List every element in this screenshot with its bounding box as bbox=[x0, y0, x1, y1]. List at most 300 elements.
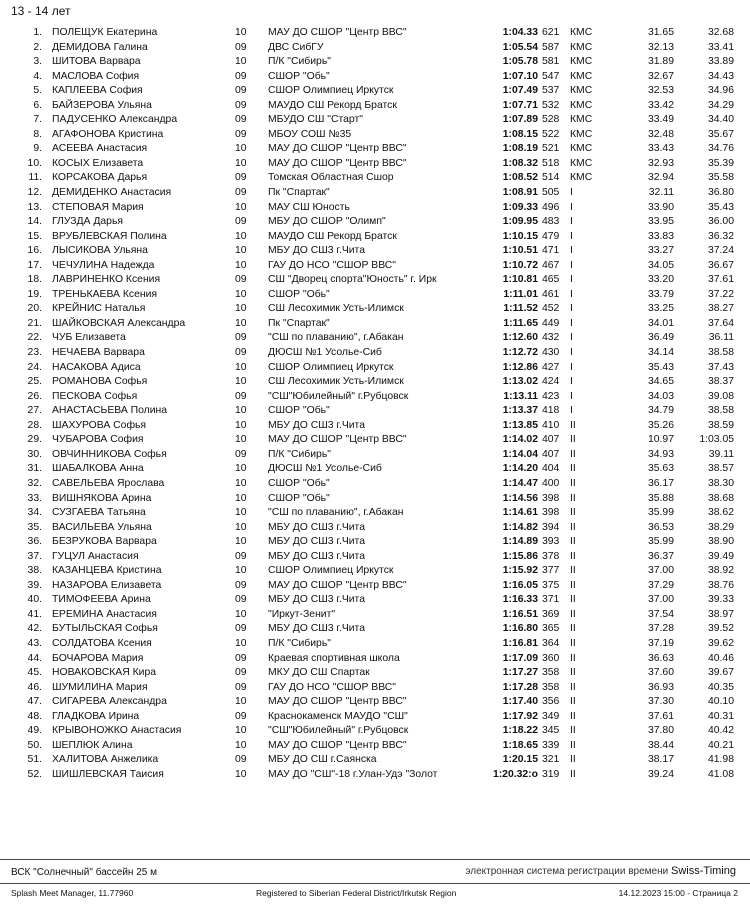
cell-s2: 39.62 bbox=[707, 637, 734, 649]
cell-year: 10 bbox=[235, 536, 247, 548]
cell-year: 09 bbox=[235, 187, 247, 199]
table-row bbox=[0, 215, 750, 230]
table-row bbox=[0, 128, 750, 143]
cell-s1: 33.79 bbox=[647, 288, 674, 300]
cell-name: ДЕМИДЕНКО Анастасия bbox=[52, 187, 172, 199]
cell-s1: 32.94 bbox=[647, 172, 674, 184]
cell-rank: II bbox=[570, 594, 576, 606]
cell-s2: 38.37 bbox=[707, 376, 734, 388]
cell-s1: 39.24 bbox=[647, 768, 674, 780]
cell-name: ЛЫСИКОВА Ульяна bbox=[52, 245, 148, 257]
cell-name: ПАДУСЕНКО Александра bbox=[52, 114, 178, 126]
cell-year: 09 bbox=[235, 274, 247, 286]
cell-place: 11. bbox=[28, 172, 42, 184]
cell-s2: 33.89 bbox=[707, 56, 734, 68]
cell-club: МАУ ДО СШОР "Центр ВВС" bbox=[268, 143, 407, 155]
cell-rank: II bbox=[570, 565, 576, 577]
cell-place: 41. bbox=[27, 608, 42, 620]
cell-s2: 36.80 bbox=[707, 187, 734, 199]
cell-place: 36. bbox=[27, 536, 42, 548]
cell-club: П/К "Сибирь" bbox=[268, 448, 331, 460]
cell-time: 1:16.51 bbox=[502, 608, 538, 620]
cell-time: 1:18.22 bbox=[502, 725, 538, 737]
registered-label: Registered to Siberian Federal District/Irkutsk Region bbox=[256, 888, 457, 898]
cell-s2: 40.10 bbox=[707, 696, 734, 708]
cell-year: 10 bbox=[235, 56, 247, 68]
cell-year: 09 bbox=[235, 332, 247, 344]
table-row bbox=[0, 608, 750, 623]
cell-name: ШИШЛЕВСКАЯ Таисия bbox=[52, 768, 164, 780]
cell-time: 1:13.85 bbox=[502, 419, 538, 431]
timing-prefix: электронная система регистрации времени bbox=[465, 866, 669, 877]
cell-rank: I bbox=[570, 317, 573, 329]
cell-name: ЧУБ Елизавета bbox=[52, 332, 126, 344]
table-row bbox=[0, 695, 750, 710]
cell-name: БУТЫЛЬСКАЯ Софья bbox=[52, 623, 158, 635]
footer-divider bbox=[0, 859, 750, 860]
page-title: 13 - 14 лет bbox=[11, 4, 71, 18]
cell-year: 10 bbox=[235, 521, 247, 533]
cell-place: 21. bbox=[27, 317, 42, 329]
cell-time: 1:15.86 bbox=[502, 550, 538, 562]
cell-time: 1:14.82 bbox=[502, 521, 538, 533]
table-row bbox=[0, 375, 750, 390]
cell-year: 10 bbox=[235, 405, 247, 417]
cell-time: 1:10.51 bbox=[502, 245, 538, 257]
cell-s1: 35.99 bbox=[647, 507, 674, 519]
cell-place: 22. bbox=[27, 332, 42, 344]
cell-s2: 38.97 bbox=[707, 608, 734, 620]
cell-s1: 35.26 bbox=[647, 419, 674, 431]
cell-rank: I bbox=[570, 230, 573, 242]
cell-time: 1:08.32 bbox=[502, 157, 538, 169]
cell-pts: 365 bbox=[542, 623, 560, 635]
table-row bbox=[0, 521, 750, 536]
cell-place: 6. bbox=[33, 99, 42, 111]
cell-s1: 37.00 bbox=[647, 594, 674, 606]
cell-time: 1:17.28 bbox=[502, 681, 538, 693]
cell-time: 1:14.20 bbox=[502, 463, 538, 475]
cell-rank: КМС bbox=[570, 172, 593, 184]
cell-year: 09 bbox=[235, 99, 247, 111]
cell-rank: II bbox=[570, 419, 576, 431]
cell-time: 1:07.71 bbox=[502, 99, 538, 111]
cell-s2: 39.67 bbox=[707, 667, 734, 679]
cell-name: АГАФОНОВА Кристина bbox=[52, 128, 164, 140]
cell-club: МБУ ДО СШОР "Олимп" bbox=[268, 216, 386, 228]
cell-s1: 36.49 bbox=[647, 332, 674, 344]
cell-pts: 371 bbox=[542, 594, 560, 606]
cell-s2: 36.67 bbox=[707, 259, 734, 271]
cell-place: 47. bbox=[27, 696, 42, 708]
cell-name: ЧЕЧУЛИНА Надежда bbox=[52, 259, 155, 271]
cell-s2: 41.98 bbox=[707, 754, 734, 766]
cell-name: НОВАКОВСКАЯ Кира bbox=[52, 667, 156, 679]
cell-time: 1:13.02 bbox=[502, 376, 538, 388]
cell-s2: 39.49 bbox=[707, 550, 734, 562]
cell-time: 1:16.33 bbox=[502, 594, 538, 606]
cell-s2: 38.68 bbox=[707, 492, 734, 504]
cell-pts: 449 bbox=[542, 317, 560, 329]
cell-s2: 40.46 bbox=[707, 652, 734, 664]
cell-time: 1:16.81 bbox=[502, 637, 538, 649]
cell-rank: I bbox=[570, 332, 573, 344]
cell-s1: 34.01 bbox=[647, 317, 674, 329]
cell-club: "СШ по плаванию", г.Абакан bbox=[268, 332, 404, 344]
cell-time: 1:07.89 bbox=[502, 114, 538, 126]
cell-club: СШОР "Обь" bbox=[268, 70, 330, 82]
table-row bbox=[0, 652, 750, 667]
cell-name: АНАСТАСЬЕВА Полина bbox=[52, 405, 168, 417]
cell-pts: 375 bbox=[542, 579, 560, 591]
cell-year: 10 bbox=[235, 477, 247, 489]
table-row bbox=[0, 259, 750, 274]
cell-pts: 358 bbox=[542, 667, 560, 679]
cell-s1: 34.79 bbox=[647, 405, 674, 417]
cell-time: 1:10.81 bbox=[502, 274, 538, 286]
cell-club: "СШ"Юбилейный" г.Рубцовск bbox=[268, 725, 409, 737]
cell-name: ШЕПЛЮК Алина bbox=[52, 739, 133, 751]
cell-time: 1:17.40 bbox=[502, 696, 538, 708]
cell-s2: 39.11 bbox=[708, 448, 734, 460]
cell-s1: 33.95 bbox=[647, 216, 674, 228]
cell-s1: 32.93 bbox=[647, 157, 674, 169]
cell-name: МАСЛОВА София bbox=[52, 70, 140, 82]
cell-year: 09 bbox=[235, 594, 247, 606]
cell-s1: 33.49 bbox=[647, 114, 674, 126]
cell-club: СШОР Олимпиец Иркутск bbox=[268, 85, 394, 97]
cell-club: СШОР "Обь" bbox=[268, 405, 330, 417]
cell-rank: II bbox=[570, 637, 576, 649]
table-row bbox=[0, 302, 750, 317]
cell-rank: II bbox=[570, 681, 576, 693]
cell-name: НЕЧАЕВА Варвара bbox=[52, 347, 145, 359]
cell-year: 10 bbox=[235, 419, 247, 431]
cell-place: 50. bbox=[27, 739, 42, 751]
cell-s2: 38.29 bbox=[707, 521, 734, 533]
cell-s2: 40.42 bbox=[707, 725, 734, 737]
cell-time: 1:10.72 bbox=[502, 259, 538, 271]
cell-pts: 400 bbox=[542, 477, 560, 489]
cell-name: ВАСИЛЬЕВА Ульяна bbox=[52, 521, 152, 533]
cell-name: КАЗАНЦЕВА Кристина bbox=[52, 565, 162, 577]
cell-s1: 10.97 bbox=[647, 434, 674, 446]
cell-name: КРЕЙНИС Наталья bbox=[52, 303, 146, 315]
cell-s2: 37.64 bbox=[707, 317, 734, 329]
cell-s2: 39.33 bbox=[707, 594, 734, 606]
cell-name: ШУМИЛИНА Мария bbox=[52, 681, 148, 693]
cell-s1: 32.48 bbox=[647, 128, 674, 140]
cell-s1: 37.28 bbox=[647, 623, 674, 635]
cell-year: 10 bbox=[235, 157, 247, 169]
cell-pts: 587 bbox=[542, 41, 560, 53]
cell-year: 09 bbox=[235, 70, 247, 82]
cell-place: 12. bbox=[27, 187, 42, 199]
cell-pts: 339 bbox=[542, 739, 560, 751]
cell-club: МАУ ДО СШОР "Центр ВВС" bbox=[268, 434, 407, 446]
cell-time: 1:09.95 bbox=[502, 216, 538, 228]
table-row bbox=[0, 753, 750, 768]
cell-rank: КМС bbox=[570, 41, 593, 53]
cell-s2: 37.24 bbox=[707, 245, 734, 257]
cell-year: 10 bbox=[235, 565, 247, 577]
cell-year: 10 bbox=[235, 434, 247, 446]
cell-pts: 505 bbox=[542, 187, 560, 199]
table-row bbox=[0, 84, 750, 99]
table-row bbox=[0, 535, 750, 550]
table-row bbox=[0, 419, 750, 434]
cell-s2: 34.29 bbox=[707, 99, 734, 111]
cell-club: СШОР "Обь" bbox=[268, 288, 330, 300]
cell-year: 10 bbox=[235, 259, 247, 271]
cell-club: МБУ ДО СШ3 г.Чита bbox=[268, 245, 365, 257]
cell-pts: 423 bbox=[542, 390, 560, 402]
table-row bbox=[0, 622, 750, 637]
cell-s1: 37.00 bbox=[647, 565, 674, 577]
cell-place: 17. bbox=[27, 259, 42, 271]
cell-s1: 32.67 bbox=[647, 70, 674, 82]
cell-s2: 35.67 bbox=[707, 128, 734, 140]
cell-time: 1:08.15 bbox=[502, 128, 538, 140]
cell-club: МАУ ДО СШОР "Центр ВВС" bbox=[268, 579, 407, 591]
cell-s2: 38.90 bbox=[707, 536, 734, 548]
cell-year: 09 bbox=[235, 754, 247, 766]
cell-year: 10 bbox=[235, 317, 247, 329]
cell-s2: 38.62 bbox=[707, 507, 734, 519]
cell-club: МБУ ДО СШ3 г.Чита bbox=[268, 536, 365, 548]
cell-rank: II bbox=[570, 608, 576, 620]
cell-year: 10 bbox=[235, 230, 247, 242]
cell-club: СШ "Дворец спорта"Юность" г. Ирк bbox=[268, 274, 437, 286]
cell-year: 09 bbox=[235, 623, 247, 635]
cell-rank: I bbox=[570, 347, 573, 359]
cell-rank: II bbox=[570, 448, 576, 460]
cell-s1: 33.25 bbox=[647, 303, 674, 315]
cell-time: 1:08.52 bbox=[502, 172, 538, 184]
cell-year: 10 bbox=[235, 376, 247, 388]
cell-rank: I bbox=[570, 405, 573, 417]
cell-pts: 424 bbox=[542, 376, 560, 388]
table-row bbox=[0, 448, 750, 463]
cell-name: ОВЧИННИКОВА Софья bbox=[52, 448, 167, 460]
cell-pts: 321 bbox=[542, 754, 560, 766]
cell-time: 1:20.32:о bbox=[492, 768, 538, 780]
cell-s1: 33.43 bbox=[647, 143, 674, 155]
cell-club: Пк "Спартак" bbox=[268, 317, 330, 329]
cell-s2: 37.61 bbox=[707, 274, 734, 286]
cell-time: 1:11.01 bbox=[503, 288, 538, 300]
table-row bbox=[0, 564, 750, 579]
table-row bbox=[0, 710, 750, 725]
cell-s2: 38.76 bbox=[707, 579, 734, 591]
cell-s2: 34.40 bbox=[707, 114, 734, 126]
table-row bbox=[0, 666, 750, 681]
cell-year: 10 bbox=[235, 637, 247, 649]
cell-year: 09 bbox=[235, 41, 247, 53]
cell-club: МАУ ДО СШОР "Центр ВВС" bbox=[268, 739, 407, 751]
cell-pts: 532 bbox=[542, 99, 560, 111]
cell-place: 32. bbox=[27, 477, 42, 489]
table-row bbox=[0, 244, 750, 259]
cell-s1: 34.05 bbox=[647, 259, 674, 271]
cell-place: 46. bbox=[27, 681, 42, 693]
cell-name: НАСАКОВА Адиса bbox=[52, 361, 141, 373]
cell-time: 1:16.80 bbox=[502, 623, 538, 635]
cell-rank: II bbox=[570, 507, 576, 519]
cell-time: 1:16.05 bbox=[502, 579, 538, 591]
date-page-label: 14.12.2023 15:00 - Страница 2 bbox=[618, 888, 738, 898]
cell-s1: 36.93 bbox=[647, 681, 674, 693]
table-row bbox=[0, 331, 750, 346]
cell-s2: 38.59 bbox=[707, 419, 734, 431]
cell-place: 23. bbox=[27, 347, 42, 359]
cell-club: ДВС СибГУ bbox=[268, 41, 324, 53]
cell-s1: 37.54 bbox=[647, 608, 674, 620]
cell-place: 13. bbox=[27, 201, 42, 213]
table-row bbox=[0, 724, 750, 739]
cell-s2: 40.31 bbox=[707, 710, 734, 722]
cell-place: 48. bbox=[27, 710, 42, 722]
cell-name: БЕЗРУКОВА Варвара bbox=[52, 536, 157, 548]
cell-place: 3. bbox=[33, 56, 42, 68]
cell-pts: 345 bbox=[542, 725, 560, 737]
cell-place: 16. bbox=[27, 245, 42, 257]
cell-s1: 33.27 bbox=[647, 245, 674, 257]
cell-time: 1:14.56 bbox=[502, 492, 538, 504]
cell-rank: II bbox=[570, 710, 576, 722]
cell-s1: 35.63 bbox=[647, 463, 674, 475]
cell-year: 10 bbox=[235, 303, 247, 315]
cell-s1: 32.11 bbox=[648, 187, 674, 199]
table-row bbox=[0, 70, 750, 85]
cell-time: 1:14.47 bbox=[502, 477, 538, 489]
table-row bbox=[0, 317, 750, 332]
cell-rank: II bbox=[570, 652, 576, 664]
cell-place: 8. bbox=[33, 128, 42, 140]
cell-place: 20. bbox=[27, 303, 42, 315]
cell-club: МБУ ДО СШ г.Саянска bbox=[268, 754, 377, 766]
cell-pts: 621 bbox=[542, 27, 560, 38]
cell-place: 38. bbox=[27, 565, 42, 577]
cell-name: ХАЛИТОВА Анжелика bbox=[52, 754, 159, 766]
cell-year: 09 bbox=[235, 550, 247, 562]
cell-s1: 33.42 bbox=[647, 99, 674, 111]
cell-s1: 32.53 bbox=[647, 85, 674, 97]
cell-year: 09 bbox=[235, 579, 247, 591]
table-row bbox=[0, 579, 750, 594]
cell-s2: 38.58 bbox=[707, 405, 734, 417]
cell-year: 10 bbox=[235, 725, 247, 737]
cell-time: 1:08.91 bbox=[502, 187, 538, 199]
cell-place: 37. bbox=[27, 550, 42, 562]
cell-name: ГЛАДКОВА Ирина bbox=[52, 710, 140, 722]
cell-pts: 418 bbox=[542, 405, 560, 417]
cell-s2: 41.08 bbox=[707, 768, 734, 780]
cell-s2: 35.43 bbox=[707, 201, 734, 213]
cell-rank: II bbox=[570, 463, 576, 475]
table-row bbox=[0, 230, 750, 245]
table-row bbox=[0, 492, 750, 507]
cell-s2: 39.08 bbox=[707, 390, 734, 402]
cell-s1: 35.88 bbox=[647, 492, 674, 504]
cell-s1: 37.60 bbox=[647, 667, 674, 679]
cell-pts: 514 bbox=[542, 172, 560, 184]
table-row bbox=[0, 404, 750, 419]
cell-rank: II bbox=[570, 492, 576, 504]
cell-name: БАЙЗЕРОВА Ульяна bbox=[52, 99, 152, 111]
cell-rank: I bbox=[570, 201, 573, 213]
cell-place: 14. bbox=[27, 216, 42, 228]
cell-s1: 35.43 bbox=[647, 361, 674, 373]
cell-place: 19. bbox=[27, 288, 42, 300]
cell-club: МБУ ДО СШ3 г.Чита bbox=[268, 594, 365, 606]
cell-s1: 34.93 bbox=[647, 448, 674, 460]
table-row bbox=[0, 739, 750, 754]
cell-time: 1:15.92 bbox=[502, 565, 538, 577]
cell-time: 1:18.65 bbox=[502, 739, 538, 751]
cell-pts: 398 bbox=[542, 507, 560, 519]
cell-place: 15. bbox=[27, 230, 42, 242]
cell-pts: 430 bbox=[542, 347, 560, 359]
cell-year: 10 bbox=[235, 361, 247, 373]
cell-rank: I bbox=[570, 187, 573, 199]
cell-place: 27. bbox=[27, 405, 42, 417]
cell-club: МБУ ДО СШ3 г.Чита bbox=[268, 419, 365, 431]
cell-club: Краснокаменск МАУДО "СШ" bbox=[268, 710, 408, 722]
cell-club: Краевая спортивная школа bbox=[268, 652, 400, 664]
cell-s1: 37.19 bbox=[647, 637, 674, 649]
cell-time: 1:14.02 bbox=[502, 434, 538, 446]
cell-pts: 467 bbox=[542, 259, 560, 271]
cell-s2: 1:03.05 bbox=[699, 434, 734, 446]
cell-rank: I bbox=[570, 259, 573, 271]
cell-place: 1. bbox=[33, 27, 42, 38]
cell-name: ШИТОВА Варвара bbox=[52, 56, 141, 68]
cell-time: 1:14.04 bbox=[502, 448, 538, 460]
cell-place: 40. bbox=[27, 594, 42, 606]
timing-label bbox=[465, 865, 736, 877]
cell-place: 29. bbox=[27, 434, 42, 446]
cell-s2: 37.22 bbox=[707, 288, 734, 300]
table-row bbox=[0, 186, 750, 201]
cell-club: СШ Лесохимик Усть-Илимск bbox=[268, 376, 404, 388]
cell-pts: 319 bbox=[542, 768, 560, 780]
cell-club: МАУ ДО СШОР "Центр ВВС" bbox=[268, 157, 407, 169]
cell-rank: КМС bbox=[570, 56, 593, 68]
cell-s2: 38.30 bbox=[707, 477, 734, 489]
cell-time: 1:17.92 bbox=[502, 710, 538, 722]
cell-club: МАУДО СШ Рекорд Братск bbox=[268, 99, 397, 111]
footer-divider-bottom bbox=[0, 883, 750, 884]
cell-pts: 393 bbox=[542, 536, 560, 548]
cell-time: 1:10.15 bbox=[502, 230, 538, 242]
cell-s2: 34.96 bbox=[707, 85, 734, 97]
cell-time: 1:20.15 bbox=[502, 754, 538, 766]
cell-name: ГУЦУЛ Анастасия bbox=[52, 550, 139, 562]
cell-name: СУЗГАЕВА Татьяна bbox=[52, 507, 146, 519]
cell-club: МАУ ДО СШОР "Центр ВВС" bbox=[268, 27, 407, 38]
cell-club: МАУ ДО СШОР "Центр ВВС" bbox=[268, 696, 407, 708]
cell-rank: КМС bbox=[570, 70, 593, 82]
cell-club: МБУ ДО СШ3 г.Чита bbox=[268, 550, 365, 562]
table-row bbox=[0, 433, 750, 448]
table-row bbox=[0, 346, 750, 361]
cell-year: 09 bbox=[235, 128, 247, 140]
table-row bbox=[0, 768, 750, 783]
cell-rank: II bbox=[570, 579, 576, 591]
cell-s2: 38.57 bbox=[707, 463, 734, 475]
cell-club: "СШ по плаванию", г.Абакан bbox=[268, 507, 404, 519]
